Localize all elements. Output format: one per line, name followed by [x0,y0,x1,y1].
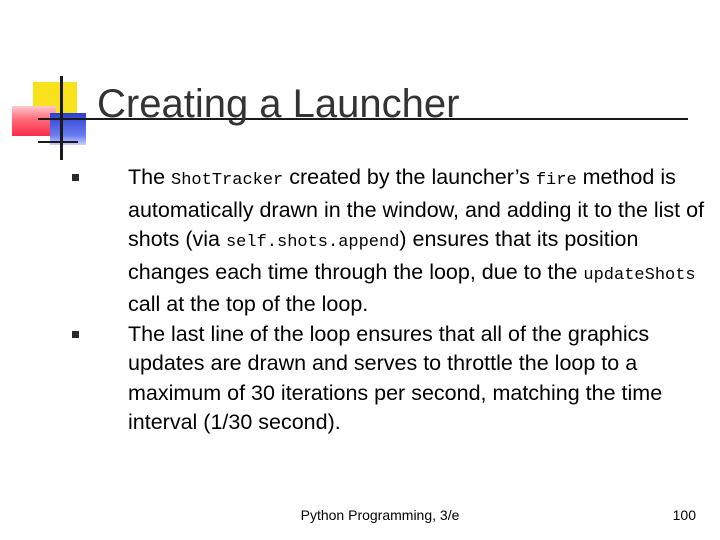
bullet-item [72,163,712,320]
bullet-text [128,163,712,320]
slide-logo-decoration [0,0,100,170]
bullet-text-segment: created by the launcher’s [283,165,536,189]
page-number: 100 [672,507,696,523]
code-segment: ShotTracker [171,171,284,190]
bullet-text-segment: ) ensures that its position changes each time through the loop, due to the [128,227,639,284]
slide-footer: Python Programming, 3/e [300,507,460,523]
bullet-item [72,320,712,438]
code-segment: self.shots.append [225,233,400,252]
code-segment: fire [535,171,577,190]
bullet-text-segment: method is automatically drawn in the window, and adding it to the list of shots (via [128,165,705,251]
bullet-square-icon [72,331,79,338]
slide-title: Creating a Launcher [97,82,460,126]
bullet-text-segment: call at the top of the loop. [128,292,369,316]
bullet-text [128,320,712,438]
bullet-list [72,163,712,438]
code-segment: updateShots [583,265,696,285]
bullet-text-segment: The last line of the loop ensures that all of the graphics updates are drawn and serves to throttle the loop to a maximum of 30 iterations per second, matching the time interval (1/30 second). [128,321,663,434]
logo-short-horizontal-line [38,141,78,143]
bullet-square-icon [72,174,79,181]
bullet-text-segment: The [128,165,172,189]
